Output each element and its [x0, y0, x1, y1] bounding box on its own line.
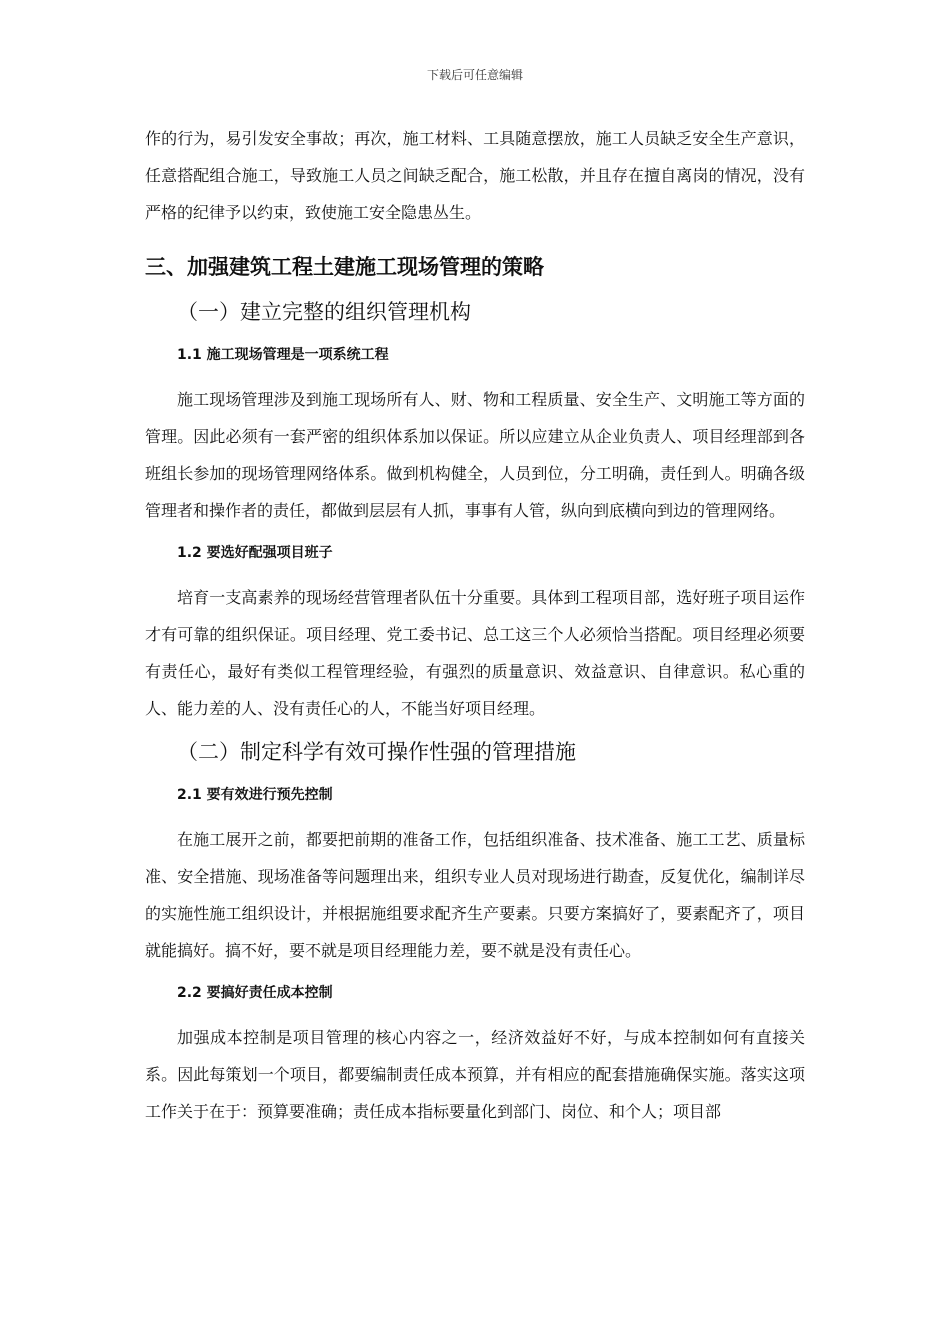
paragraph: 培育一支高素养的现场经营管理者队伍十分重要。具体到工程项目部，选好班子项目运作才有可靠的组织保证。项目经理、党工委书记、总工这三个人必须恰当搭配。项目经理必须要有责任心，最好有类似工程管理经验，有强烈的质量意识、效益意识、自律意识。私心重的人、能力差的人、没有责任心的人，不能当好项目经理。: [145, 588, 805, 718]
section-heading: 三、加强建筑工程土建施工现场管理的策略: [145, 255, 544, 279]
item-heading: 2.1 要有效进行预先控制: [177, 787, 333, 803]
subsection-heading: （一）建立完整的组织管理机构: [177, 300, 471, 324]
item-heading: 2.2 要搞好责任成本控制: [177, 985, 333, 1001]
subsection-heading: （二）制定科学有效可操作性强的管理措施: [177, 740, 576, 764]
item-heading: 1.2 要选好配强项目班子: [177, 545, 333, 561]
page-header: 下载后可任意编辑: [426, 68, 523, 82]
paragraph: 作的行为，易引发安全事故；再次，施工材料、工具随意摆放，施工人员缺乏安全生产意识，任意搭配组合施工，导致施工人员之间缺乏配合，施工松散，并且存在擅自离岗的情况，没有严格的纪律予以约束，致使施工安全隐患丛生。: [145, 129, 805, 222]
paragraph: 施工现场管理涉及到施工现场所有人、财、物和工程质量、安全生产、文明施工等方面的管理。因此必须有一套严密的组织体系加以保证。所以应建立从企业负责人、项目经理部到各班组长参加的现场管理网络体系。做到机构健全，人员到位，分工明确，责任到人。明确各级管理者和操作者的责任，都做到层层有人抓，事事有人管，纵向到底横向到边的管理网络。: [145, 390, 805, 520]
item-heading: 1.1 施工现场管理是一项系统工程: [177, 347, 389, 363]
document-body: [145, 120, 805, 1130]
paragraph: 加强成本控制是项目管理的核心内容之一，经济效益好不好，与成本控制如何有直接关系。因此每策划一个项目，都要编制责任成本预算，并有相应的配套措施确保实施。落实这项工作关于在于：预算要准确；责任成本指标要量化到部门、岗位、和个人；项目部: [145, 1028, 805, 1121]
paragraph: 在施工展开之前，都要把前期的准备工作，包括组织准备、技术准备、施工工艺、质量标准、安全措施、现场准备等问题理出来，组织专业人员对现场进行勘查，反复优化，编制详尽的实施性施工组织设计，并根据施组要求配齐生产要素。只要方案搞好了，要素配齐了，项目就能搞好。搞不好，要不就是项目经理能力差，要不就是没有责任心。: [145, 830, 805, 960]
